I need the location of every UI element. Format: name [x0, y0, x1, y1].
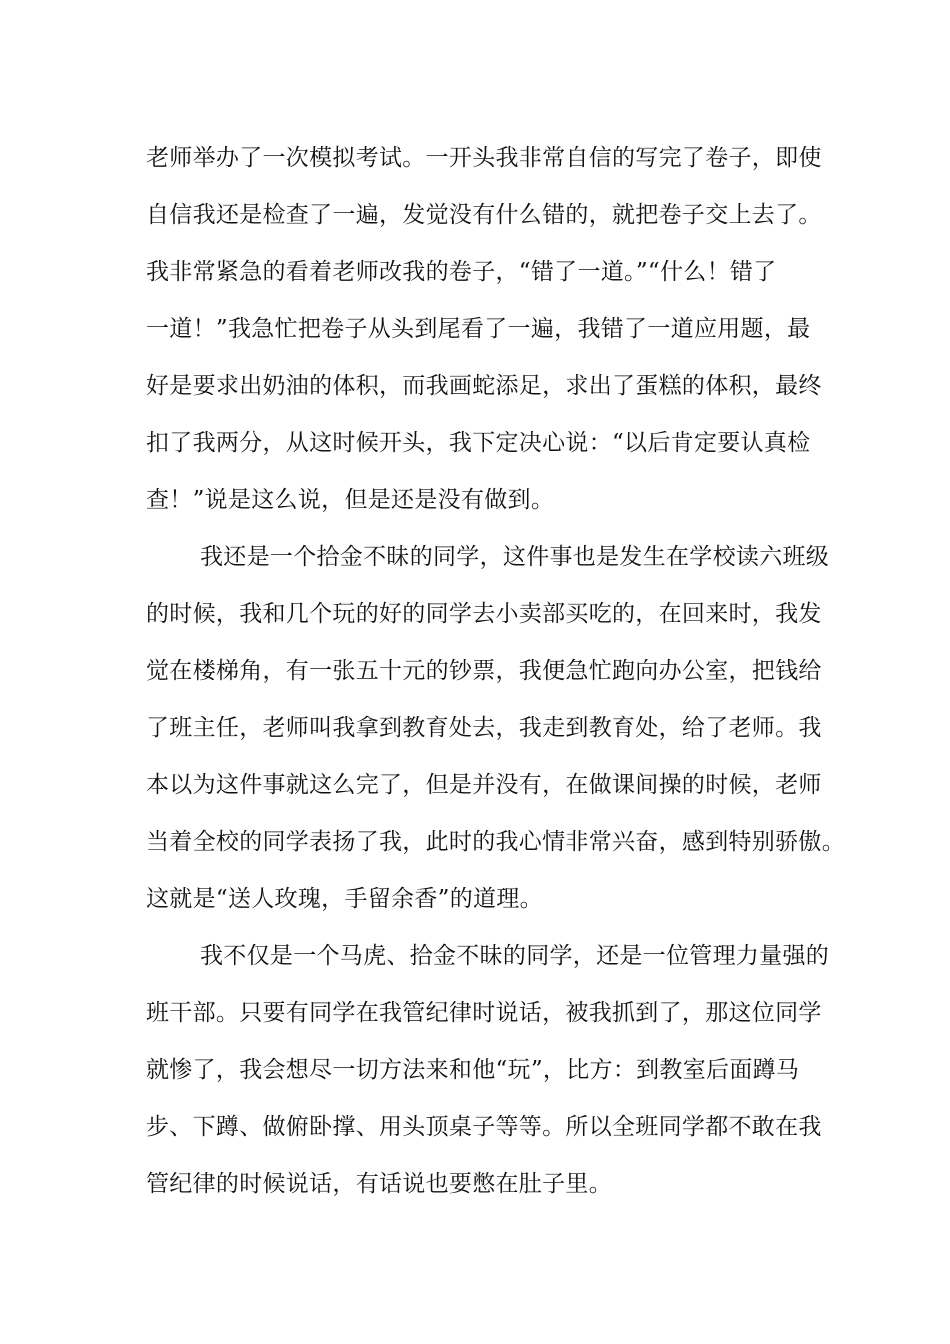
- text-line: 查！”说是这么说，但是还是没有做到。: [146, 487, 555, 513]
- text-line: 我还是一个拾金不昧的同学，这件事也是发生在学校读六班级: [200, 544, 830, 570]
- text-line: 我非常紧急的看着老师改我的卷子，“错了一道。”“什么！错了: [146, 259, 777, 285]
- text-line: 当着全校的同学表扬了我，此时的我心情非常兴奋，感到特别骄傲。: [146, 829, 845, 855]
- text-line: 好是要求出奶油的体积，而我画蛇添足，求出了蛋糕的体积，最终: [146, 373, 822, 399]
- text-line: 步、下蹲、做俯卧撑、用头顶桌子等等。所以全班同学都不敢在我: [146, 1114, 822, 1140]
- text-line: 这就是“送人玫瑰，手留余香”的道理。: [146, 886, 543, 912]
- text-line: 本以为这件事就这么完了，但是并没有，在做课间操的时候，老师: [146, 772, 822, 798]
- text-line: 管纪律的时候说话，有话说也要憋在肚子里。: [146, 1171, 612, 1197]
- text-line: 老师举办了一次模拟考试。一开头我非常自信的写完了卷子，即使: [146, 145, 822, 171]
- text-line: 的时候，我和几个玩的好的同学去小卖部买吃的，在回来时，我发: [146, 601, 822, 627]
- text-line: 我不仅是一个马虎、拾金不昧的同学，还是一位管理力量强的: [200, 943, 830, 969]
- text-line: 自信我还是检查了一遍，发觉没有什么错的，就把卷子交上去了。: [146, 202, 822, 228]
- text-line: 一道！”我急忙把卷子从头到尾看了一遍，我错了一道应用题，最: [146, 316, 811, 342]
- text-line: 就惨了，我会想尽一切方法来和他“玩”，比方：到教室后面蹲马: [146, 1057, 800, 1083]
- paragraph-2: [146, 529, 845, 928]
- text-line: 班干部。只要有同学在我管纪律时说话，被我抓到了，那这位同学: [146, 1000, 822, 1026]
- document-body: [146, 130, 845, 1213]
- paragraph-1: [146, 130, 836, 529]
- text-line: 觉在楼梯角，有一张五十元的钞票，我便急忙跑向办公室，把钱给: [146, 658, 822, 684]
- paragraph-3: [146, 928, 836, 1213]
- text-line: 扣了我两分，从这时候开头，我下定决心说：“以后肯定要认真检: [146, 430, 811, 456]
- text-line: 了班主任，老师叫我拿到教育处去，我走到教育处，给了老师。我: [146, 715, 822, 741]
